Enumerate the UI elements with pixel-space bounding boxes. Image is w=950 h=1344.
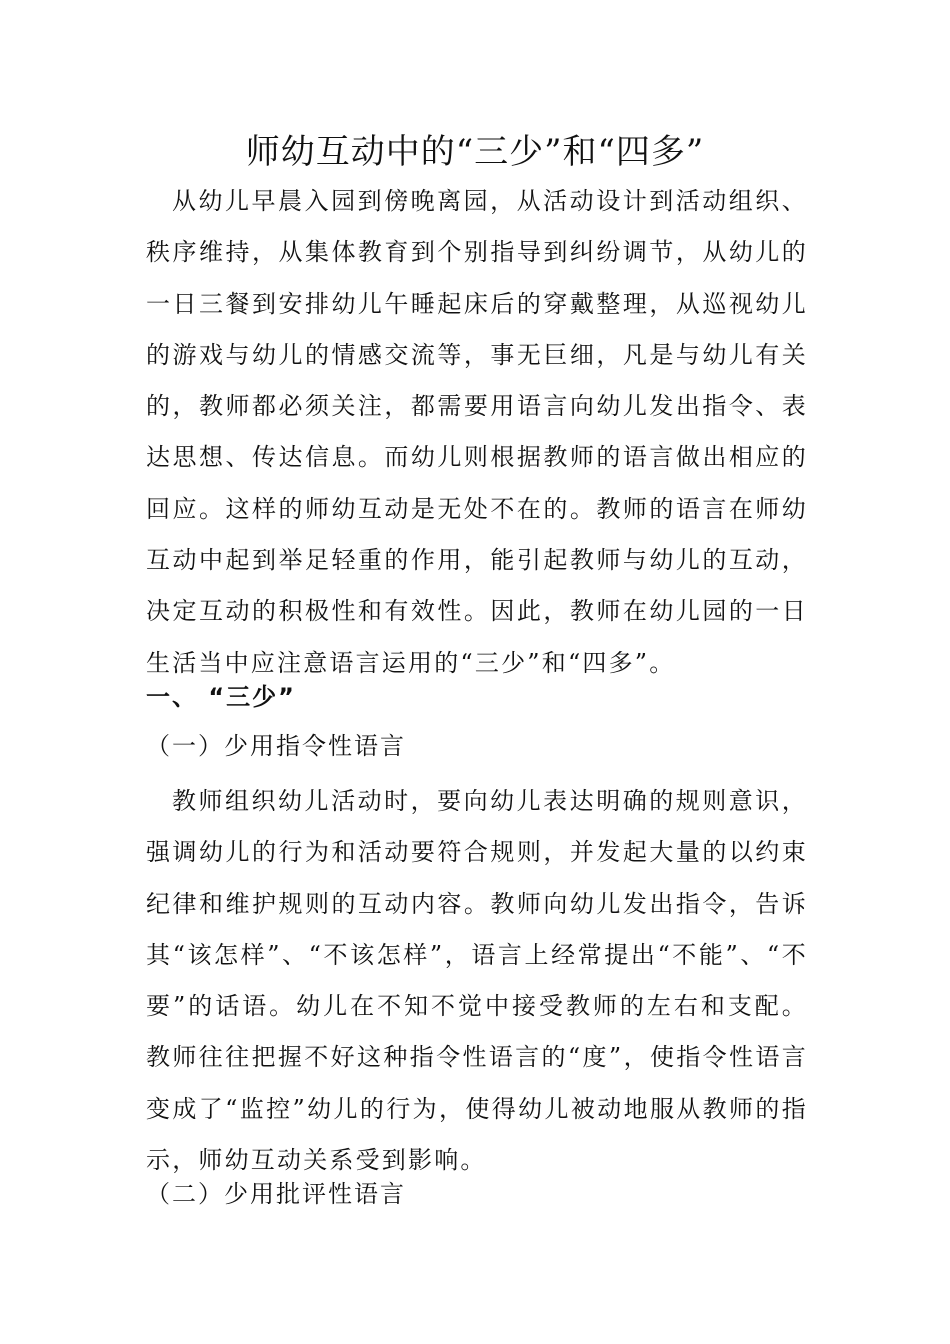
section-one-heading: 一、 “三少” <box>146 683 296 711</box>
document-title: 师幼互动中的“三少”和“四多” <box>245 132 705 172</box>
intro-paragraph: 从幼儿早晨入园到傍晚离园，从活动设计到活动组织、秩序维持，从集体教育到个别指导到纠纷调节，从幼儿的一日三餐到安排幼儿午睡起床后的穿戴整理，从巡视幼儿的游戏与幼儿的情感交流等，事无巨细，凡是与幼儿有关的，教师都必须关注，都需要用语言向幼儿发出指令、表达思想、传达信息。而幼儿则根据教师的语言做出相应的回应。这样的师幼互动是无处不在的。教师的语言在师幼互动中起到举足轻重的作用，能引起教师与幼儿的互动，决定互动的积极性和有效性。因此，教师在幼儿园的一日生活当中应注意语言运用的“三少”和“四多”。 <box>146 187 808 677</box>
subsection-one-paragraph: 教师组织幼儿活动时，要向幼儿表达明确的规则意识，强调幼儿的行为和活动要符合规则，并发起大量的以约束纪律和维护规则的互动内容。教师向幼儿发出指令，告诉其“该怎样”、“不该怎样”，语言上经常提出“不能”、“不要”的话语。幼儿在不知不觉中接受教师的左右和支配。教师往往把握不好这种指令性语言的“度”，使指令性语言变成了“监控”幼儿的行为，使得幼儿被动地服从教师的指示，师幼互动关系受到影响。 <box>146 787 808 1175</box>
subsection-one-heading: （一）少用指令性语言 <box>146 732 406 760</box>
subsection-two-heading: （二）少用批评性语言 <box>146 1180 406 1208</box>
